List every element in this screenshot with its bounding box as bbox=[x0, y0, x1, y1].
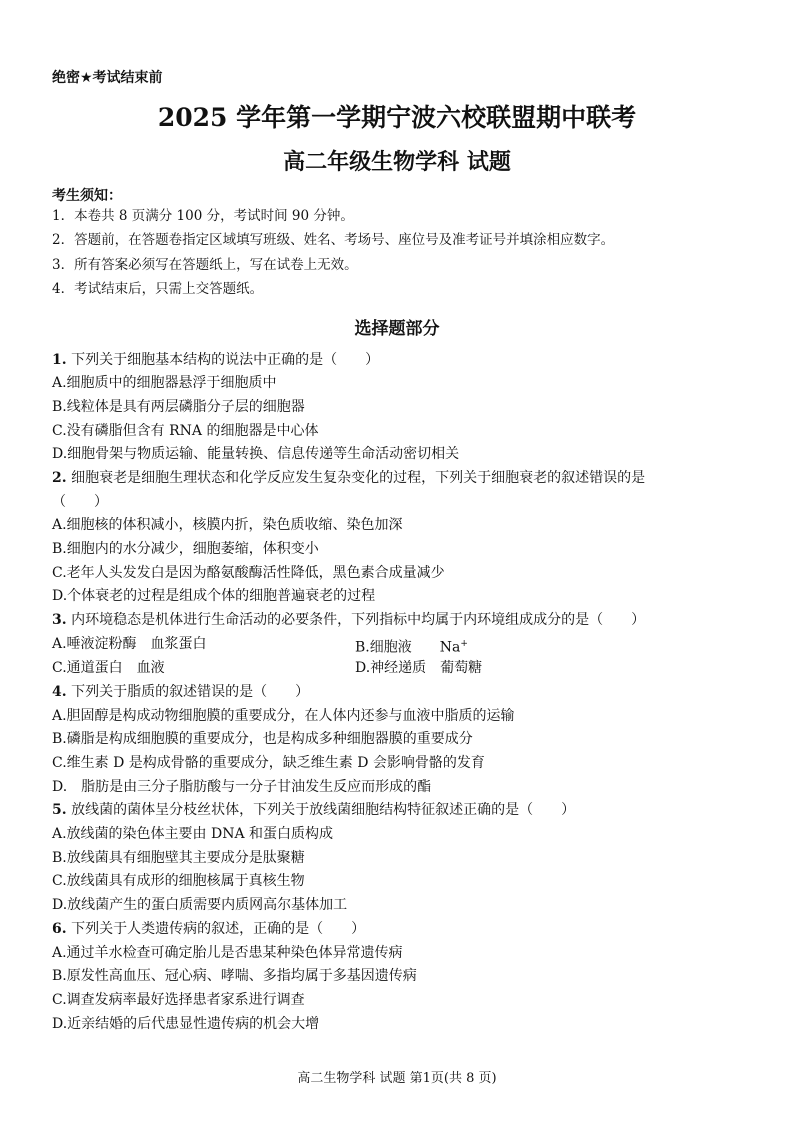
question-number: 5. bbox=[52, 802, 67, 818]
notice-heading: 考生须知： bbox=[52, 188, 122, 204]
question-4-stem bbox=[52, 682, 309, 702]
option-c: C.放线菌具有成形的细胞核属于真核生物 bbox=[52, 873, 305, 889]
option-b: B.原发性高血压、冠心病、哮喘、多指均属于多基因遗传病 bbox=[52, 968, 417, 984]
option-d: D.放线菌产生的蛋白质需要内质网高尔基体加工 bbox=[52, 897, 348, 913]
option-d: D. 脂肪是由三分子脂肪酸与一分子甘油发生反应而形成的酯 bbox=[52, 779, 432, 795]
question-6-stem bbox=[52, 919, 365, 939]
option-b: B.细胞内的水分减少，细胞萎缩，体积变小 bbox=[52, 541, 319, 557]
question-number: 1. bbox=[52, 352, 67, 368]
option-d: D.个体衰老的过程是组成个体的细胞普遍衰老的过程 bbox=[52, 588, 376, 604]
superscript: + bbox=[460, 639, 468, 649]
question-text: 内环境稳态是机体进行生命活动的必要条件，下列指标中均属于内环境组成成分的是（ ） bbox=[66, 612, 646, 628]
question-text: 下列关于脂质的叙述错误的是（ ） bbox=[66, 684, 310, 700]
section-title: 选择题部分 bbox=[354, 319, 440, 339]
option-a: A.细胞质中的细胞器悬浮于细胞质中 bbox=[52, 375, 277, 391]
option-c: C.老年人头发发白是因为酪氨酸酶活性降低，黑色素合成量减少 bbox=[52, 565, 445, 581]
option-a: A.细胞核的体积减小，核膜内折，染色质收缩、染色加深 bbox=[52, 517, 403, 533]
page-footer: 高二生物学科 试题 第1页(共 8 页) bbox=[297, 1071, 497, 1086]
option-b: B.磷脂是构成细胞膜的重要成分，也是构成多种细胞器膜的重要成分 bbox=[52, 731, 473, 747]
option-a: A.唾液淀粉酶 血浆蛋白 bbox=[52, 636, 207, 652]
option-d: D.近亲结婚的后代患显性遗传病的机会大增 bbox=[52, 1016, 320, 1032]
option-c: C.没有磷脂但含有 RNA 的细胞器是中心体 bbox=[52, 423, 319, 439]
confidential-mark: 绝密★考试结束前 bbox=[52, 70, 163, 86]
exam-title: 2025 学年第一学期宁波六校联盟期中联考 bbox=[157, 103, 637, 132]
option-a: A.放线菌的染色体主要由 DNA 和蛋白质构成 bbox=[52, 826, 334, 842]
option-c: C.调查发病率最好选择患者家系进行调查 bbox=[52, 992, 305, 1008]
question-number: 3. bbox=[52, 612, 67, 628]
notice-item: 3．所有答案必须写在答题纸上，写在试卷上无效。 bbox=[52, 257, 358, 273]
question-text: 下列关于细胞基本结构的说法中正确的是（ ） bbox=[66, 352, 380, 368]
option-c: C.通道蛋白 血液 bbox=[52, 660, 165, 676]
exam-subtitle: 高二年级生物学科 试题 bbox=[283, 149, 511, 175]
option-b: B.线粒体是具有两层磷脂分子层的细胞器 bbox=[52, 399, 305, 415]
question-number: 6. bbox=[52, 921, 67, 937]
question-1-stem bbox=[52, 350, 379, 370]
option-d: D.神经递质 葡萄糖 bbox=[355, 660, 483, 676]
question-3-stem bbox=[52, 610, 645, 630]
question-text: 下列关于人类遗传病的叙述，正确的是（ ） bbox=[66, 921, 366, 937]
question-text: 细胞衰老是细胞生理状态和化学反应发生复杂变化的过程，下列关于细胞衰老的叙述错误的是 bbox=[66, 470, 646, 486]
option-a: A.通过羊水检查可确定胎儿是否患某种染色体异常遗传病 bbox=[52, 945, 403, 961]
option-b: B.放线菌具有细胞壁其主要成分是肽聚糖 bbox=[52, 850, 305, 866]
question-text: 放线菌的菌体呈分枝丝状体，下列关于放线菌细胞结构特征叙述正确的是（ ） bbox=[66, 802, 576, 818]
option-a: A.胆固醇是构成动物细胞膜的重要成分，在人体内还参与血液中脂质的运输 bbox=[52, 708, 515, 724]
notice-item: 1．本卷共 8 页满分 100 分，考试时间 90 分钟。 bbox=[52, 208, 354, 224]
question-2-stem-cont: （ ） bbox=[52, 494, 108, 510]
option-d: D.细胞骨架与物质运输、能量转换、信息传递等生命活动密切相关 bbox=[52, 446, 460, 462]
option-b-text: B.细胞液 Na bbox=[355, 639, 461, 656]
notice-item: 2．答题前，在答题卷指定区域填写班级、姓名、考场号、座位号及准考证号并填涂相应数字。 bbox=[52, 232, 615, 248]
question-number: 4. bbox=[52, 684, 67, 700]
option-c: C.维生素 D 是构成骨骼的重要成分，缺乏维生素 D 会影响骨骼的发育 bbox=[52, 755, 485, 771]
notice-item: 4．考试结束后，只需上交答题纸。 bbox=[52, 281, 264, 297]
question-5-stem bbox=[52, 800, 575, 820]
question-number: 2. bbox=[52, 470, 67, 486]
question-2-stem bbox=[52, 468, 645, 488]
option-b bbox=[355, 634, 468, 658]
